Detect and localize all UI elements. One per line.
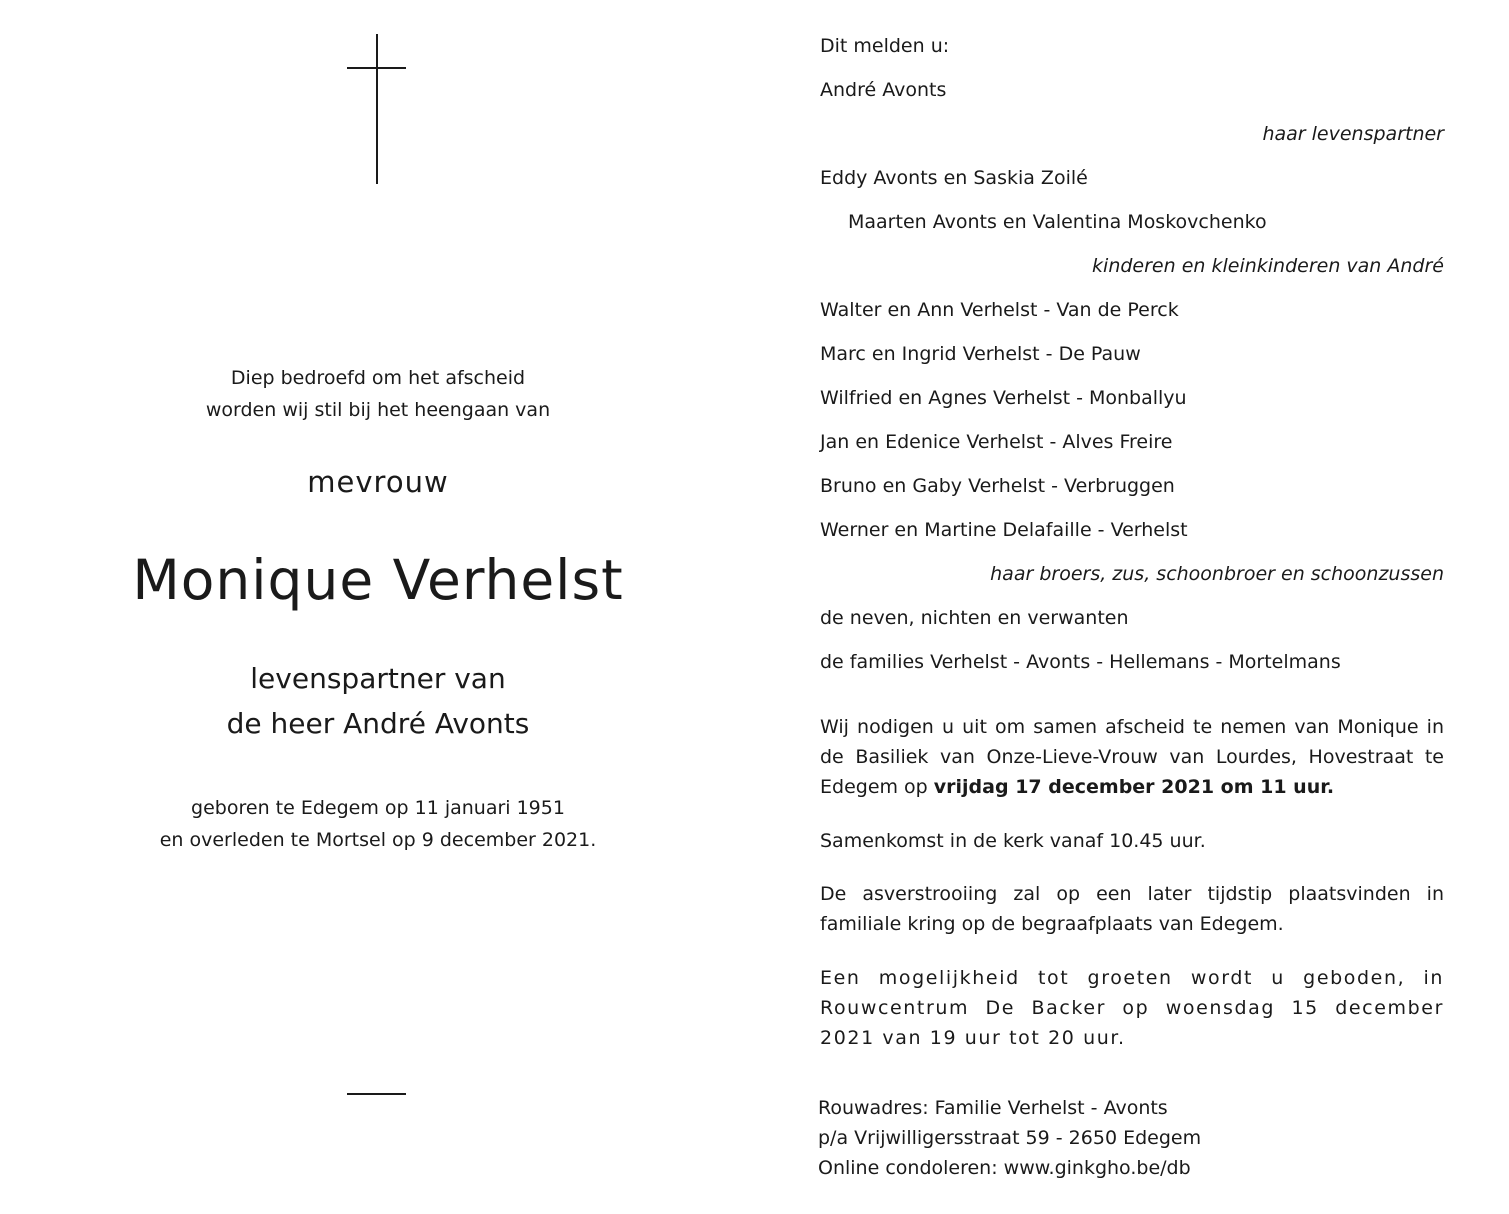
intro-line-2: worden wij stil bij het heengaan van <box>205 399 551 421</box>
intro-text <box>78 362 678 426</box>
life-dates <box>78 792 678 856</box>
ceremony-date: vrijdag 17 december 2021 om 11 uur. <box>933 776 1335 798</box>
closing-dash <box>347 1093 406 1095</box>
ashes-paragraph: De asverstrooiing zal op een later tijdstip plaatsvinden in familiale kring op de begraafplaats van Edegem. <box>820 883 1444 935</box>
honorific: mevrouw <box>307 465 449 499</box>
partner-line-1: levenspartner van <box>250 662 506 695</box>
address-block <box>818 1093 1448 1183</box>
partner-text <box>78 656 678 746</box>
cross-vertical-bar <box>376 34 378 184</box>
greeting-paragraph: Een mogelijkheid tot groeten wordt u geboden, in Rouwcentrum De Backer op woensdag 15 december 2021 van 19 uur tot 20 uur. <box>820 967 1444 1049</box>
address-line: Rouwadres: Familie Verhelst - Avonts <box>818 1097 1168 1119</box>
family-line: de families Verhelst - Avonts - Hellemans - Mortelmans <box>820 651 1341 673</box>
gathering-paragraph: Samenkomst in de kerk vanaf 10.45 uur. <box>820 830 1206 852</box>
family-relation-line: kinderen en kleinkinderen van André <box>1092 255 1444 277</box>
family-relation-line: haar levenspartner <box>1262 123 1444 145</box>
family-line: Eddy Avonts en Saskia Zoilé <box>820 167 1088 189</box>
family-line: André Avonts <box>820 79 947 101</box>
intro-line-1: Diep bedroefd om het afscheid <box>230 367 526 389</box>
family-relation-line: haar broers, zus, schoonbroer en schoonzussen <box>990 563 1444 585</box>
birth-line: geboren te Edegem op 11 januari 1951 <box>191 797 565 819</box>
family-line: Walter en Ann Verhelst - Van de Perck <box>820 299 1179 321</box>
family-line: Werner en Martine Delafaille - Verhelst <box>820 519 1188 541</box>
cross-horizontal-bar <box>347 67 406 69</box>
family-line: Marc en Ingrid Verhelst - De Pauw <box>820 343 1141 365</box>
address-line: p/a Vrijwilligersstraat 59 - 2650 Edegem <box>818 1127 1202 1149</box>
family-line: Wilfried en Agnes Verhelst - Monballyu <box>820 387 1187 409</box>
family-line: Bruno en Gaby Verhelst - Verbruggen <box>820 475 1175 497</box>
announce-line: Dit melden u: <box>820 35 950 57</box>
family-line: de neven, nichten en verwanten <box>820 607 1129 629</box>
family-line: Jan en Edenice Verhelst - Alves Freire <box>820 431 1173 453</box>
invitation-text: Wij nodigen u uit om samen afscheid te nemen van Monique in de Basiliek van Onze-Lieve-Vrouw van Lourdes, Hovestraat te Edegem op <box>820 716 1444 798</box>
deceased-name: Monique Verhelst <box>132 548 624 612</box>
family-line: Maarten Avonts en Valentina Moskovchenko <box>848 211 1267 233</box>
partner-line-2: de heer André Avonts <box>226 707 530 740</box>
death-line: en overleden te Mortsel op 9 december 2021. <box>159 829 597 851</box>
invitation-paragraph <box>820 712 1444 802</box>
condolence-link[interactable]: Online condoleren: www.ginkgho.be/db <box>818 1157 1191 1179</box>
